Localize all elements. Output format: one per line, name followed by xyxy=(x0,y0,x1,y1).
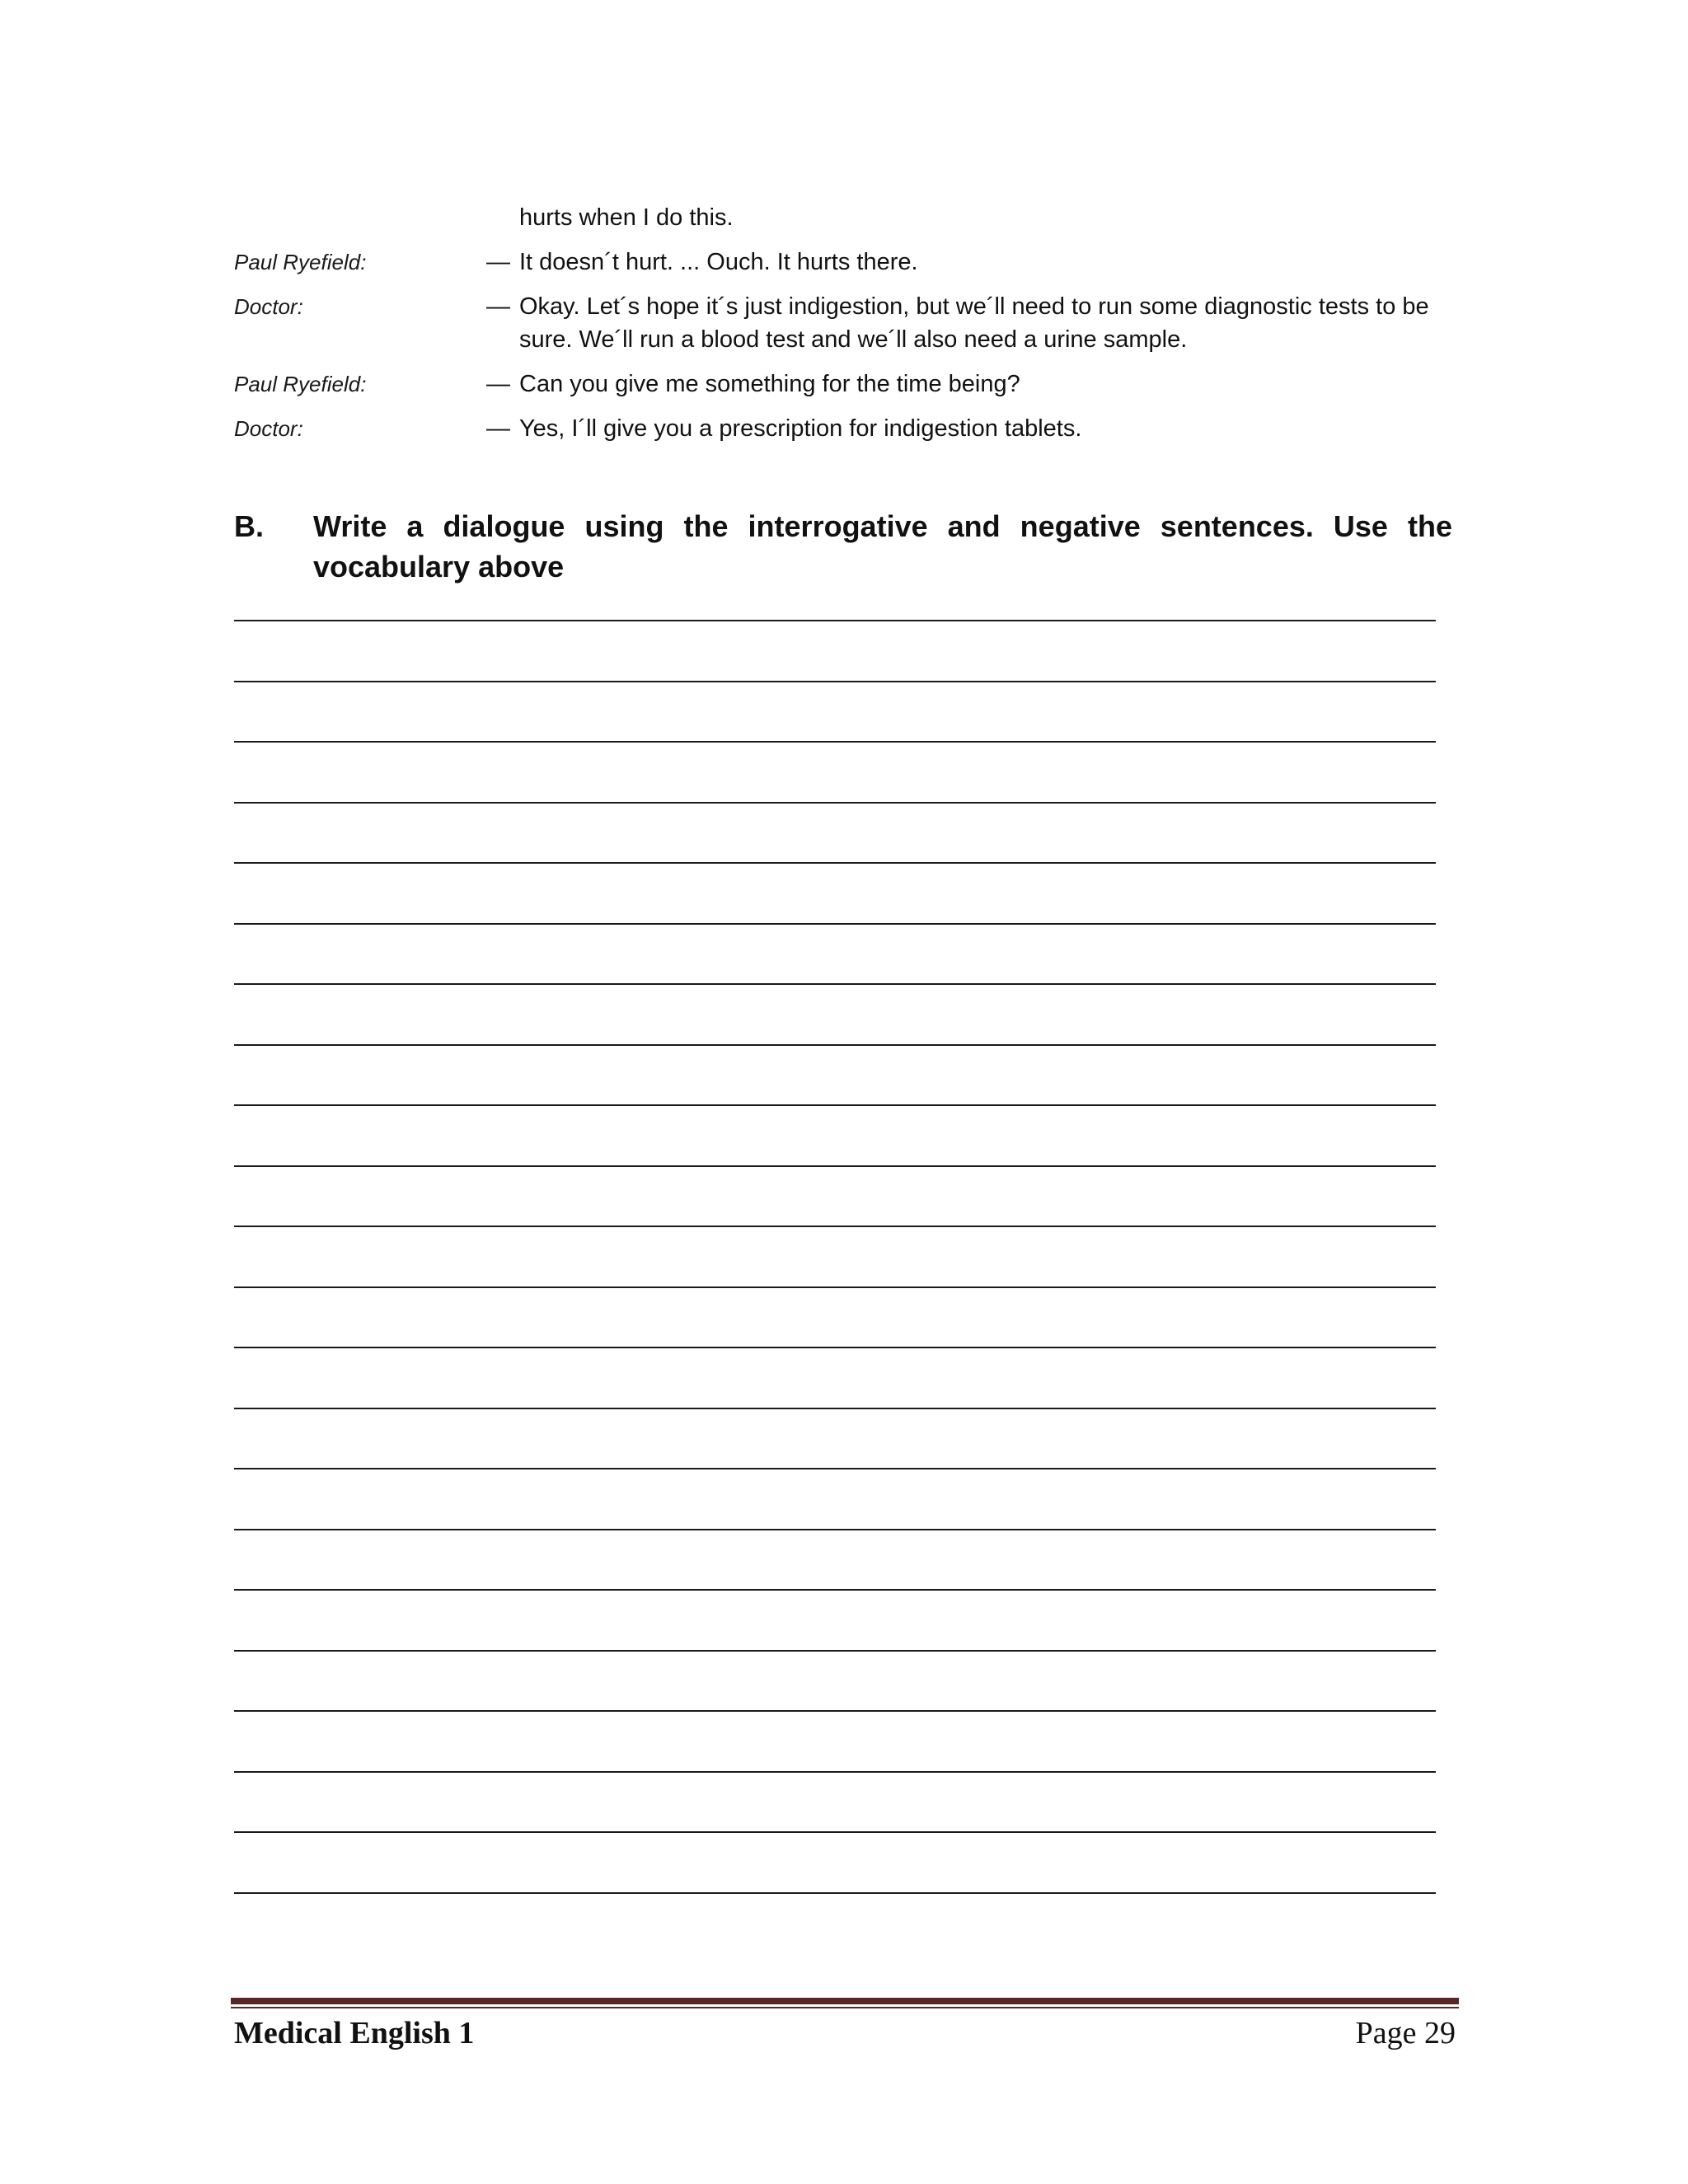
dialogue-text: Yes, I´ll give you a prescription for indigestion tablets. xyxy=(519,415,1082,442)
section-letter: B. xyxy=(234,509,264,543)
dialogue-speaker: Paul Ryefield: xyxy=(234,372,367,396)
dialogue-dash: — xyxy=(486,371,510,397)
writing-line xyxy=(234,741,1436,743)
writing-line xyxy=(234,1226,1436,1227)
writing-line xyxy=(234,1347,1436,1348)
writing-line xyxy=(234,983,1436,985)
footer-rule-thick xyxy=(231,1998,1459,2004)
dialogue-text: hurts when I do this. xyxy=(519,204,734,231)
writing-line xyxy=(234,1468,1436,1469)
dialogue-speaker: Paul Ryefield: xyxy=(234,250,367,274)
writing-line xyxy=(234,1831,1436,1833)
dialogue-dash: — xyxy=(486,293,510,320)
dialogue-text: Okay. Let´s hope it´s just indigestion, but we´ll need to run some diagnostic tests to be sure. We´ll run a blood test and we´ll also need a urine sample. xyxy=(519,293,1429,353)
footer-title: Medical English 1 xyxy=(234,2016,475,2050)
dialogue-line xyxy=(234,246,1454,279)
footer-rule xyxy=(231,1998,1459,2008)
writing-line xyxy=(234,620,1436,621)
dialogue-dash: — xyxy=(486,249,510,275)
dialogue-excerpt xyxy=(234,201,1454,462)
dialogue-speaker: Doctor: xyxy=(234,416,303,441)
section-instruction: Write a dialogue using the interrogative and negative sentences. Use the vocabulary above xyxy=(313,509,1452,583)
dialogue-line-continuation xyxy=(234,201,1454,234)
writing-line xyxy=(234,1892,1436,1894)
writing-line xyxy=(234,1529,1436,1530)
writing-line xyxy=(234,862,1436,864)
footer-rule-thin xyxy=(231,2007,1459,2008)
writing-line xyxy=(234,1165,1436,1167)
writing-line xyxy=(234,1104,1436,1106)
footer-page-number: Page 29 xyxy=(1355,2016,1456,2050)
dialogue-text: It doesn´t hurt. ... Ouch. It hurts there. xyxy=(519,249,918,275)
writing-line xyxy=(234,681,1436,682)
writing-line xyxy=(234,1044,1436,1046)
writing-line xyxy=(234,802,1436,804)
writing-line xyxy=(234,1771,1436,1773)
writing-line xyxy=(234,1286,1436,1288)
dialogue-line xyxy=(234,368,1454,401)
dialogue-line xyxy=(234,290,1454,356)
writing-line xyxy=(234,1650,1436,1652)
dialogue-dash: — xyxy=(486,415,510,442)
answer-writing-lines xyxy=(234,620,1436,1952)
writing-line xyxy=(234,1710,1436,1712)
dialogue-text: Can you give me something for the time being? xyxy=(519,371,1020,397)
section-b-heading xyxy=(234,506,1452,587)
dialogue-line xyxy=(234,412,1454,445)
dialogue-speaker: Doctor: xyxy=(234,294,303,319)
writing-line xyxy=(234,1408,1436,1409)
writing-line xyxy=(234,1589,1436,1591)
writing-line xyxy=(234,923,1436,925)
